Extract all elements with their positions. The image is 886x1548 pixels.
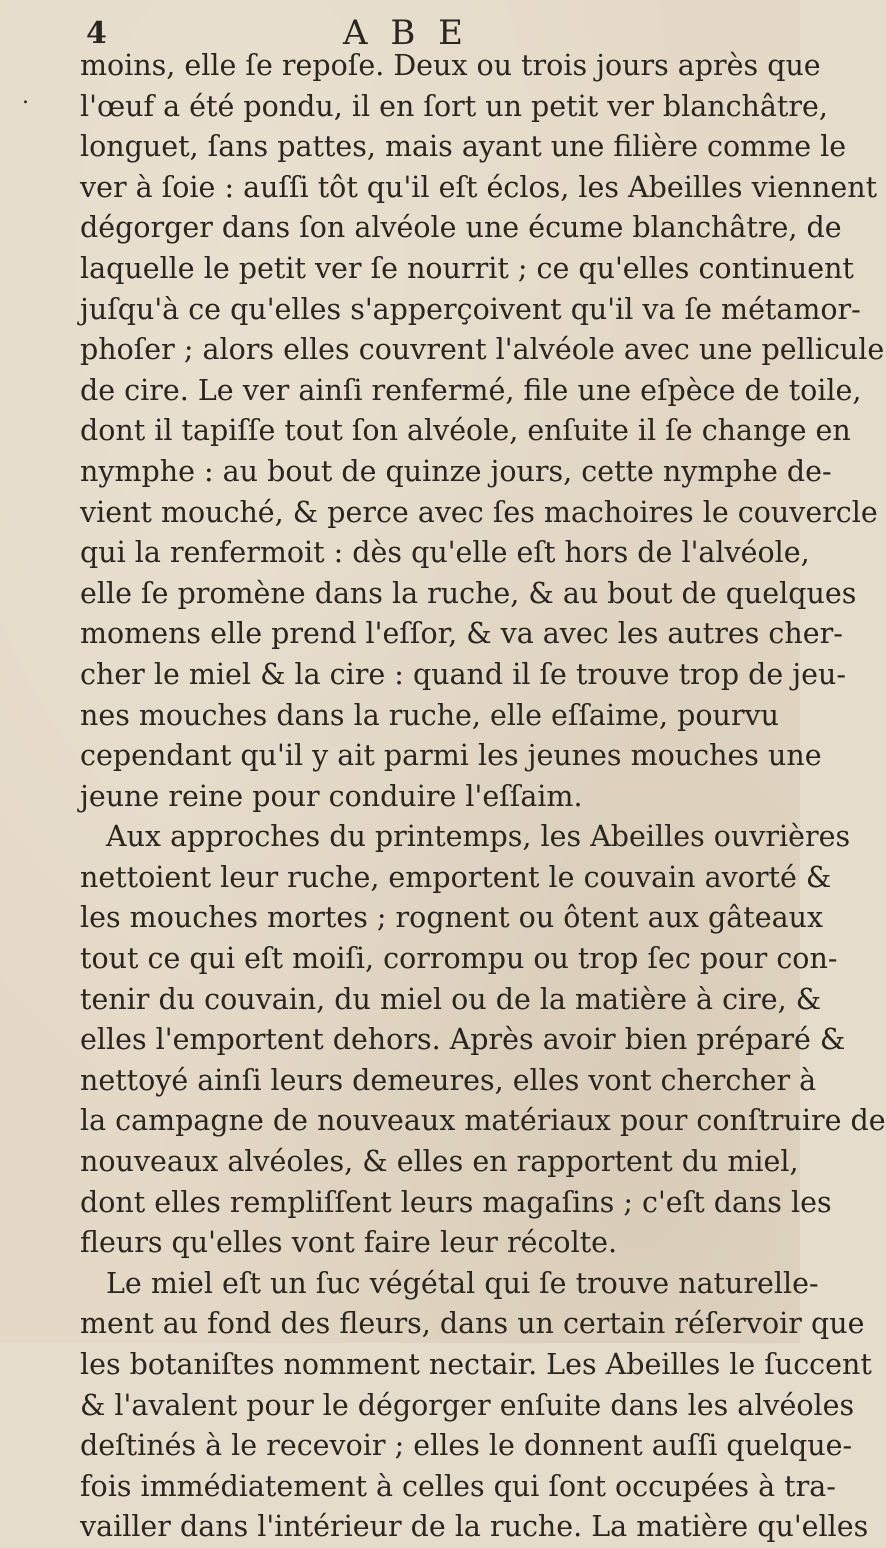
text-line: vient mouché, & perce avec ſes machoires le couvercle	[80, 495, 878, 529]
text-line: momens elle prend l'eſſor, & va avec les autres cher-	[80, 617, 843, 651]
text-line: nettoient leur ruche, emportent le couvain avorté &	[80, 860, 832, 894]
text-line: dont elles rempliſſent leurs magaſins ; c'eſt dans les	[80, 1185, 832, 1219]
text-line: & l'avalent pour le dégorger enſuite dans les alvéoles	[80, 1388, 855, 1422]
paragraph-end-line: fleurs qu'elles vont faire leur récolte.	[80, 1226, 618, 1260]
text-line: ver à ſoie : auſſi tôt qu'il eſt éclos, les Abeilles viennent	[80, 170, 878, 204]
text-line: ment au fond des fleurs, dans un certain réſervoir que	[80, 1307, 865, 1341]
text-line: deſtinés à le recevoir ; elles le donnent auſſi quelque-	[80, 1429, 853, 1463]
body-text	[80, 46, 886, 1548]
text-line: cependant qu'il y ait parmi les jeunes mouches une	[80, 739, 822, 773]
running-head: A B E	[343, 13, 469, 53]
text-line: la campagne de nouveaux matériaux pour conſtruire de	[80, 1104, 886, 1138]
paragraph-start-line: Aux approches du printemps, les Abeilles ouvrières	[106, 820, 851, 854]
text-line: phoſer ; alors elles couvrent l'alvéole avec une pellicule	[80, 333, 885, 367]
text-line: fois immédiatement à celles qui ſont occupées à tra-	[80, 1469, 836, 1503]
text-line: moins, elle ſe repoſe. Deux ou trois jours après que	[80, 49, 821, 82]
text-line: longuet, ſans pattes, mais ayant une filière comme le	[80, 130, 847, 164]
text-line: tenir du couvain, du miel ou de la matière à cire, &	[80, 982, 822, 1016]
text-line: juſqu'à ce qu'elles s'apperçoivent qu'il va ſe métamor-	[80, 292, 861, 326]
text-line: les mouches mortes ; rognent ou ôtent aux gâteaux	[80, 901, 824, 935]
page-number: 4	[86, 16, 107, 51]
text-line: tout ce qui eſt moiſi, corrompu ou trop ſec pour con-	[80, 942, 838, 976]
text-line: nes mouches dans la ruche, elle eſſaime, pourvu	[80, 698, 779, 732]
text-line: dont il tapiſſe tout ſon alvéole, enſuite il ſe change en	[80, 414, 851, 448]
text-line: cher le miel & la cire : quand il ſe trouve trop de jeu-	[80, 657, 846, 691]
paragraph-start-line: Le miel eſt un ſuc végétal qui ſe trouve naturelle-	[106, 1266, 819, 1300]
text-line: laquelle le petit ver ſe nourrit ; ce qu'elles continuent	[80, 251, 854, 285]
text-line: l'œuf a été pondu, il en ſort un petit ver blanchâtre,	[80, 89, 828, 123]
text-line: elle ſe promène dans la ruche, & au bout de quelques	[80, 576, 857, 610]
text-line: de cire. Le ver ainſi renfermé, file une eſpèce de toile,	[80, 373, 862, 407]
text-line: qui la renfermoit : dès qu'elle eſt hors de l'alvéole,	[80, 536, 810, 570]
margin-mark: .	[22, 84, 29, 109]
text-line: nouveaux alvéoles, & elles en rapportent du miel,	[80, 1145, 799, 1179]
text-line: vailler dans l'intérieur de la ruche. La matière qu'elles	[80, 1510, 869, 1544]
text-line: les botaniſtes nomment nectair. Les Abeilles le ſuccent	[80, 1348, 872, 1381]
text-line: nettoyé ainſi leurs demeures, elles vont chercher à	[80, 1063, 817, 1097]
text-line: nymphe : au bout de quinze jours, cette nymphe de-	[80, 454, 832, 488]
paragraph-end-line: jeune reine pour conduire l'eſſaim.	[80, 779, 583, 813]
text-line: dégorger dans ſon alvéole une écume blanchâtre, de	[80, 211, 842, 245]
text-line: elles l'emportent dehors. Après avoir bien préparé &	[80, 1023, 846, 1057]
